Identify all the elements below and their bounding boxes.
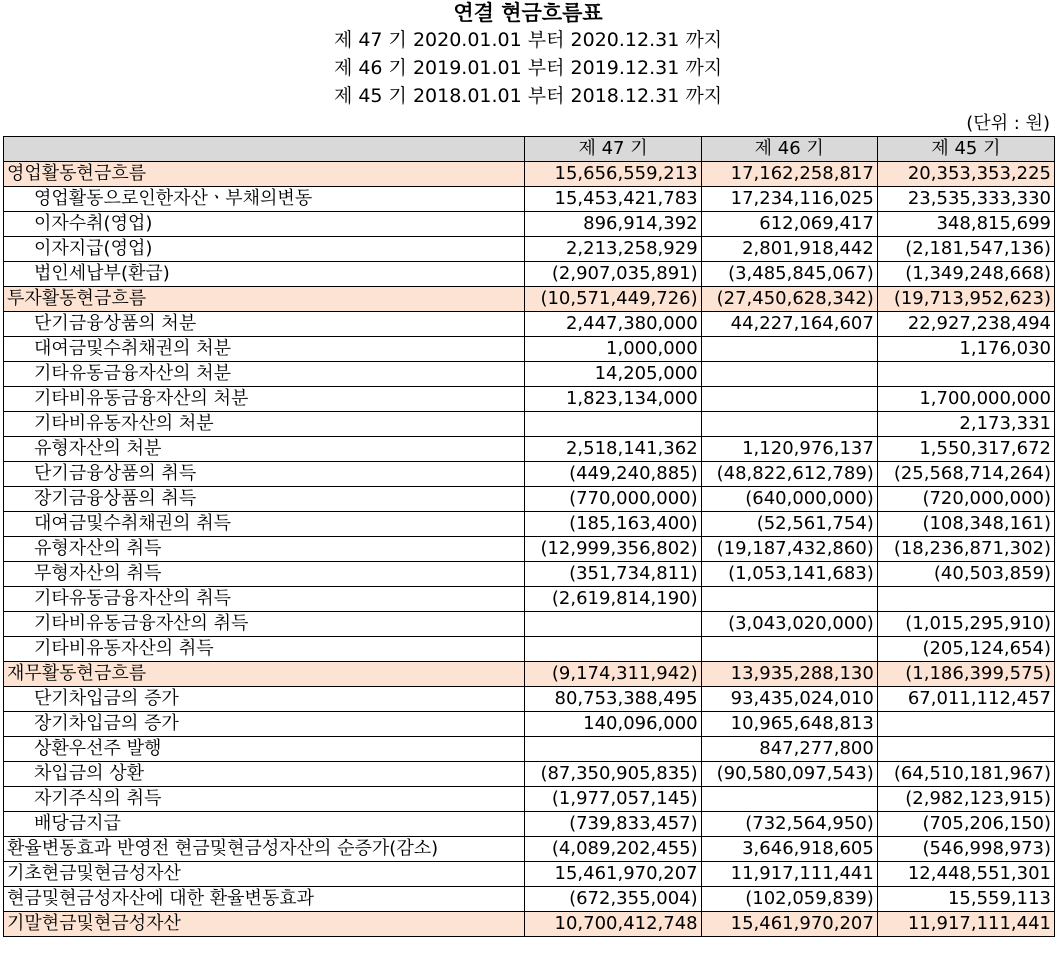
table-header-row [4, 137, 1055, 162]
table-row [4, 262, 1055, 287]
table-row [4, 687, 1055, 712]
row-value-47: 80,753,388,495 [525, 687, 701, 712]
row-value-47: (2,907,035,891) [525, 262, 701, 287]
row-value-45: 20,353,353,225 [877, 162, 1054, 187]
row-value-47: (449,240,885) [525, 462, 701, 487]
table-row [4, 187, 1055, 212]
row-label: 장기금융상품의 취득 [4, 487, 525, 512]
table-row [4, 412, 1055, 437]
row-value-45 [877, 362, 1054, 387]
row-value-47 [525, 612, 701, 637]
table-row [4, 912, 1055, 937]
row-value-47: 1,823,134,000 [525, 387, 701, 412]
row-value-45: (40,503,859) [877, 562, 1054, 587]
table-row [4, 862, 1055, 887]
row-value-45: 1,176,030 [877, 337, 1054, 362]
row-value-45 [877, 712, 1054, 737]
row-value-47: 2,518,141,362 [525, 437, 701, 462]
row-value-46: 11,917,111,441 [701, 862, 877, 887]
row-value-45: 22,927,238,494 [877, 312, 1054, 337]
row-value-45 [877, 587, 1054, 612]
row-value-47: (2,619,814,190) [525, 587, 701, 612]
row-value-46 [701, 412, 877, 437]
row-value-46: (640,000,000) [701, 487, 877, 512]
row-value-47: (1,977,057,145) [525, 787, 701, 812]
table-row [4, 387, 1055, 412]
row-value-46: (52,561,754) [701, 512, 877, 537]
row-label: 상환우선주 발행 [4, 737, 525, 762]
table-row [4, 437, 1055, 462]
row-label: 기타비유동자산의 처분 [4, 412, 525, 437]
row-label: 영업활동으로인한자산ㆍ부채의변동 [4, 187, 525, 212]
table-row [4, 237, 1055, 262]
row-label: 기타비유동자산의 취득 [4, 637, 525, 662]
row-label: 유형자산의 취득 [4, 537, 525, 562]
row-label: 현금및현금성자산에 대한 환율변동효과 [4, 887, 525, 912]
row-value-47: (87,350,905,835) [525, 762, 701, 787]
row-value-47 [525, 637, 701, 662]
row-value-47: (739,833,457) [525, 812, 701, 837]
row-value-45: (108,348,161) [877, 512, 1054, 537]
row-value-45: 67,011,112,457 [877, 687, 1054, 712]
row-value-45: (19,713,952,623) [877, 287, 1054, 312]
row-value-46: 3,646,918,605 [701, 837, 877, 862]
row-label: 무형자산의 취득 [4, 562, 525, 587]
row-value-45: 12,448,551,301 [877, 862, 1054, 887]
row-value-47: (185,163,400) [525, 512, 701, 537]
table-row [4, 562, 1055, 587]
row-value-45: 11,917,111,441 [877, 912, 1054, 937]
row-label: 장기차입금의 증가 [4, 712, 525, 737]
row-value-45: 23,535,333,330 [877, 187, 1054, 212]
header-period-45: 제 45 기 [877, 137, 1054, 162]
row-value-46: (1,053,141,683) [701, 562, 877, 587]
header-period-46: 제 46 기 [701, 137, 877, 162]
row-value-47 [525, 737, 701, 762]
row-label: 이자지급(영업) [4, 237, 525, 262]
row-label: 기타유동금융자산의 처분 [4, 362, 525, 387]
table-row [4, 312, 1055, 337]
table-body [4, 162, 1055, 937]
row-value-45 [877, 737, 1054, 762]
table-row [4, 287, 1055, 312]
row-label: 자기주식의 취득 [4, 787, 525, 812]
header-label-column [4, 137, 525, 162]
row-value-46 [701, 787, 877, 812]
row-label: 기초현금및현금성자산 [4, 862, 525, 887]
row-value-47 [525, 412, 701, 437]
row-value-46 [701, 387, 877, 412]
row-value-45: (546,998,973) [877, 837, 1054, 862]
row-value-45: (64,510,181,967) [877, 762, 1054, 787]
row-label: 법인세납부(환급) [4, 262, 525, 287]
row-value-45: (25,568,714,264) [877, 462, 1054, 487]
row-value-46 [701, 637, 877, 662]
row-value-46: (27,450,628,342) [701, 287, 877, 312]
table-row [4, 712, 1055, 737]
table-row [4, 362, 1055, 387]
table-row [4, 162, 1055, 187]
row-value-47: 15,453,421,783 [525, 187, 701, 212]
table-row [4, 537, 1055, 562]
row-value-46: 1,120,976,137 [701, 437, 877, 462]
row-value-47: 10,700,412,748 [525, 912, 701, 937]
row-label: 영업활동현금흐름 [4, 162, 525, 187]
row-label: 기타비유동금융자산의 처분 [4, 387, 525, 412]
table-row [4, 887, 1055, 912]
row-value-46: 15,461,970,207 [701, 912, 877, 937]
row-value-46: 847,277,800 [701, 737, 877, 762]
row-value-45: (1,349,248,668) [877, 262, 1054, 287]
row-value-47: (9,174,311,942) [525, 662, 701, 687]
row-value-46: 10,965,648,813 [701, 712, 877, 737]
row-value-46: 612,069,417 [701, 212, 877, 237]
row-value-46: 93,435,024,010 [701, 687, 877, 712]
row-value-47: 15,461,970,207 [525, 862, 701, 887]
row-label: 유형자산의 처분 [4, 437, 525, 462]
row-value-46 [701, 337, 877, 362]
table-row [4, 662, 1055, 687]
table-row [4, 512, 1055, 537]
row-value-46: (3,485,845,067) [701, 262, 877, 287]
header-period-47: 제 47 기 [525, 137, 701, 162]
table-row [4, 787, 1055, 812]
row-value-47: 896,914,392 [525, 212, 701, 237]
row-value-46: 44,227,164,607 [701, 312, 877, 337]
row-value-46: (3,043,020,000) [701, 612, 877, 637]
period-line-45: 제 45 기 2018.01.01 부터 2018.12.31 까지 [333, 85, 723, 107]
row-value-46: (102,059,839) [701, 887, 877, 912]
row-label: 대여금및수취채권의 처분 [4, 337, 525, 362]
unit-label: (단위 : 원) [966, 113, 1050, 134]
row-label: 투자활동현금흐름 [4, 287, 525, 312]
row-label: 환율변동효과 반영전 현금및현금성자산의 순증가(감소) [4, 837, 525, 862]
row-value-45: (2,982,123,915) [877, 787, 1054, 812]
row-label: 기타유동금융자산의 취득 [4, 587, 525, 612]
statement-title: 연결 현금흐름표 [453, 1, 603, 25]
row-value-47: (672,355,004) [525, 887, 701, 912]
row-value-47: (10,571,449,726) [525, 287, 701, 312]
table-row [4, 837, 1055, 862]
row-value-47: 14,205,000 [525, 362, 701, 387]
row-label: 차입금의 상환 [4, 762, 525, 787]
row-value-47: 140,096,000 [525, 712, 701, 737]
row-value-45: (1,015,295,910) [877, 612, 1054, 637]
row-value-47: (351,734,811) [525, 562, 701, 587]
row-value-46 [701, 587, 877, 612]
row-label: 대여금및수취채권의 취득 [4, 512, 525, 537]
table-row [4, 812, 1055, 837]
table-row [4, 337, 1055, 362]
row-value-47: (770,000,000) [525, 487, 701, 512]
row-label: 기타비유동금융자산의 취득 [4, 612, 525, 637]
row-value-45: (18,236,871,302) [877, 537, 1054, 562]
row-value-45: 348,815,699 [877, 212, 1054, 237]
row-value-46: (48,822,612,789) [701, 462, 877, 487]
row-value-47: 1,000,000 [525, 337, 701, 362]
row-value-45: (2,181,547,136) [877, 237, 1054, 262]
row-value-47: 2,447,380,000 [525, 312, 701, 337]
cash-flow-table [3, 136, 1055, 937]
row-value-46: 17,234,116,025 [701, 187, 877, 212]
row-value-45: (1,186,399,575) [877, 662, 1054, 687]
row-value-45: 1,700,000,000 [877, 387, 1054, 412]
row-value-46: (732,564,950) [701, 812, 877, 837]
row-value-46: 2,801,918,442 [701, 237, 877, 262]
row-value-45: 2,173,331 [877, 412, 1054, 437]
table-row [4, 462, 1055, 487]
row-label: 재무활동현금흐름 [4, 662, 525, 687]
row-value-46: 17,162,258,817 [701, 162, 877, 187]
row-value-45: 1,550,317,672 [877, 437, 1054, 462]
table-row [4, 212, 1055, 237]
row-value-47: (12,999,356,802) [525, 537, 701, 562]
row-value-47: 2,213,258,929 [525, 237, 701, 262]
row-label: 단기금융상품의 처분 [4, 312, 525, 337]
row-value-45: 15,559,113 [877, 887, 1054, 912]
row-label: 배당금지급 [4, 812, 525, 837]
table-row [4, 612, 1055, 637]
row-value-46: (19,187,432,860) [701, 537, 877, 562]
row-label: 기말현금및현금성자산 [4, 912, 525, 937]
row-label: 단기차입금의 증가 [4, 687, 525, 712]
table-row [4, 762, 1055, 787]
row-value-45: (705,206,150) [877, 812, 1054, 837]
table-row [4, 737, 1055, 762]
row-value-47: 15,656,559,213 [525, 162, 701, 187]
row-value-45: (720,000,000) [877, 487, 1054, 512]
statement-header [0, 0, 1056, 110]
row-value-46: (90,580,097,543) [701, 762, 877, 787]
row-value-47: (4,089,202,455) [525, 837, 701, 862]
table-row [4, 587, 1055, 612]
table-row [4, 637, 1055, 662]
row-value-46: 13,935,288,130 [701, 662, 877, 687]
row-label: 이자수취(영업) [4, 212, 525, 237]
row-value-45: (205,124,654) [877, 637, 1054, 662]
period-line-47: 제 47 기 2020.01.01 부터 2020.12.31 까지 [333, 29, 723, 51]
row-label: 단기금융상품의 취득 [4, 462, 525, 487]
table-row [4, 487, 1055, 512]
period-line-46: 제 46 기 2019.01.01 부터 2019.12.31 까지 [333, 57, 723, 79]
row-value-46 [701, 362, 877, 387]
